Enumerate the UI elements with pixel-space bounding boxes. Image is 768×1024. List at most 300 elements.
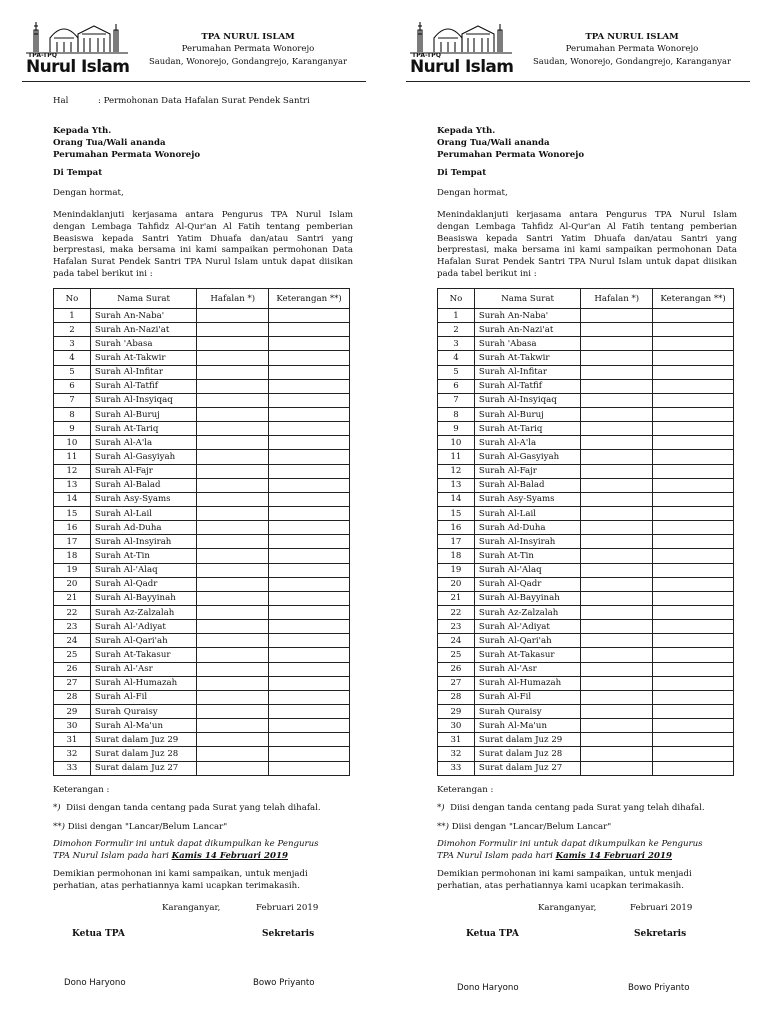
hafalan-cell[interactable] <box>197 323 269 337</box>
keterangan-cell[interactable] <box>653 648 734 662</box>
table-row <box>54 379 350 393</box>
hafalan-cell[interactable] <box>197 436 269 450</box>
submit-line2 <box>53 850 363 862</box>
table-row <box>438 761 734 775</box>
surah-name: Surat dalam Juz 27 <box>474 761 581 775</box>
keterangan-cell[interactable] <box>653 577 734 591</box>
hafalan-cell[interactable] <box>581 478 653 492</box>
surah-name: Surat dalam Juz 27 <box>90 761 197 775</box>
mosque-icon <box>408 20 514 56</box>
surah-name: Surah Az-Zalzalah <box>474 605 581 619</box>
hafalan-cell[interactable] <box>197 577 269 591</box>
keterangan-cell[interactable] <box>269 422 350 436</box>
surah-name: Surah Al-Insyiqaq <box>474 393 581 407</box>
hafalan-cell[interactable] <box>581 492 653 506</box>
row-number: 5 <box>438 365 475 379</box>
keterangan-cell[interactable] <box>269 492 350 506</box>
hafalan-cell[interactable] <box>581 605 653 619</box>
surah-name: Surah Al-Fajr <box>90 464 197 478</box>
hafalan-cell[interactable] <box>197 662 269 676</box>
name-sekretaris: Bowo Priyanto <box>628 983 690 993</box>
hafalan-cell[interactable] <box>581 719 653 733</box>
row-number: 23 <box>54 620 91 634</box>
keterangan-cell[interactable] <box>653 662 734 676</box>
letter-right <box>384 0 768 1024</box>
surah-name: Surah Al-Lail <box>474 506 581 520</box>
hafalan-cell[interactable] <box>197 309 269 323</box>
table-row <box>54 577 350 591</box>
table-row <box>54 662 350 676</box>
name-ketua: Dono Haryono <box>64 978 126 988</box>
hafalan-cell[interactable] <box>197 563 269 577</box>
hafalan-cell[interactable] <box>581 393 653 407</box>
table-row <box>54 393 350 407</box>
surah-name: Surah Al-Fajr <box>474 464 581 478</box>
role-sekretaris: Sekretaris <box>262 929 315 939</box>
surah-name: Surah An-Nazi'at <box>90 323 197 337</box>
surah-name: Surah Quraisy <box>90 704 197 718</box>
table-row <box>438 634 734 648</box>
table-row <box>54 464 350 478</box>
keterangan-cell[interactable] <box>653 393 734 407</box>
keterangan-cell[interactable] <box>653 591 734 605</box>
surah-name: Surah Quraisy <box>474 704 581 718</box>
row-number: 7 <box>438 393 475 407</box>
hafalan-cell[interactable] <box>197 422 269 436</box>
mosque-logo <box>408 20 514 78</box>
row-number: 15 <box>54 506 91 520</box>
keterangan-cell[interactable] <box>653 379 734 393</box>
table-row <box>54 704 350 718</box>
table-row <box>438 506 734 520</box>
keterangan-cell[interactable] <box>653 704 734 718</box>
row-number: 25 <box>54 648 91 662</box>
keterangan-cell[interactable] <box>269 351 350 365</box>
closing-line2: perhatian, atas perhatiannya kami ucapkan terimakasih. <box>53 881 300 891</box>
hafalan-cell[interactable] <box>197 464 269 478</box>
hafalan-cell[interactable] <box>581 662 653 676</box>
hafalan-cell[interactable] <box>581 436 653 450</box>
table-row <box>54 620 350 634</box>
body-paragraph: Menindaklanjuti kerjasama antara Pengurus TPA Nurul Islam dengan Lembaga Tahfidz Al-Qur'an Al Fatih tentang pemberian Beasiswa kepada Santri Yatim Dhuafa dan/atau Santri yang berprestasi, maka bersama ini kami sampaikan permohonan Data Hafalan Surat Pendek Santri TPA Nurul Islam untuk dapat diisikan pada tabel berikut ini : <box>437 210 737 279</box>
hafalan-cell[interactable] <box>197 549 269 563</box>
keterangan-cell[interactable] <box>269 337 350 351</box>
keterangan-cell[interactable] <box>653 521 734 535</box>
place-text: Di Tempat <box>437 168 487 178</box>
hafalan-cell[interactable] <box>581 535 653 549</box>
surah-name: Surah Al-Balad <box>90 478 197 492</box>
keterangan-cell[interactable] <box>269 379 350 393</box>
row-number: 27 <box>54 676 91 690</box>
submit-line2 <box>437 850 747 862</box>
keterangan-cell[interactable] <box>269 704 350 718</box>
table-row <box>438 549 734 563</box>
keterangan-cell[interactable] <box>653 351 734 365</box>
row-number: 4 <box>54 351 91 365</box>
keterangan-cell[interactable] <box>653 719 734 733</box>
surah-name: Surah Al-'Adiyat <box>90 620 197 634</box>
row-number: 10 <box>438 436 475 450</box>
keterangan-cell[interactable] <box>269 393 350 407</box>
hafalan-cell[interactable] <box>581 761 653 775</box>
keterangan-cell[interactable] <box>269 747 350 761</box>
hafalan-cell[interactable] <box>197 450 269 464</box>
org-name: TPA NURUL ISLAM <box>585 32 679 42</box>
sign-place: Karanganyar, <box>162 903 221 913</box>
keterangan-cell[interactable] <box>653 323 734 337</box>
table-row <box>54 634 350 648</box>
hal-value: : Permohonan Data Hafalan Surat Pendek Santri <box>98 96 310 106</box>
note-1-mark: *) <box>437 803 445 813</box>
keterangan-cell[interactable] <box>269 676 350 690</box>
table-row <box>54 478 350 492</box>
hafalan-cell[interactable] <box>197 393 269 407</box>
surah-name: Surah Al-Insyirah <box>90 535 197 549</box>
row-number: 10 <box>54 436 91 450</box>
keterangan-cell[interactable] <box>269 591 350 605</box>
row-number: 3 <box>438 337 475 351</box>
hafalan-cell[interactable] <box>581 407 653 421</box>
row-number: 28 <box>438 690 475 704</box>
surah-name: Surah Al-'Asr <box>90 662 197 676</box>
surah-name: Surah Al-'Adiyat <box>474 620 581 634</box>
keterangan-cell[interactable] <box>653 620 734 634</box>
row-number: 29 <box>438 704 475 718</box>
keterangan-cell[interactable] <box>653 747 734 761</box>
keterangan-cell[interactable] <box>653 422 734 436</box>
surah-name: Surah Az-Zalzalah <box>90 605 197 619</box>
hafalan-cell[interactable] <box>581 351 653 365</box>
keterangan-cell[interactable] <box>653 436 734 450</box>
table-row <box>438 464 734 478</box>
hafalan-cell[interactable] <box>581 577 653 591</box>
surah-name: Surah Al-Tatfif <box>474 379 581 393</box>
surah-name: Surah Al-Bayyinah <box>90 591 197 605</box>
keterangan-cell[interactable] <box>269 450 350 464</box>
hal-label: Hal <box>53 96 69 106</box>
keterangan-cell[interactable] <box>653 761 734 775</box>
keterangan-cell[interactable] <box>269 506 350 520</box>
hafalan-cell[interactable] <box>197 521 269 535</box>
surah-name: Surah Al-Infitar <box>474 365 581 379</box>
keterangan-cell[interactable] <box>653 549 734 563</box>
hafalan-cell[interactable] <box>197 733 269 747</box>
note-1-text: Diisi dengan tanda centang pada Surat yang telah dihafal. <box>450 803 705 813</box>
keterangan-cell[interactable] <box>653 563 734 577</box>
keterangan-cell[interactable] <box>269 761 350 775</box>
keterangan-cell[interactable] <box>653 365 734 379</box>
hafalan-cell[interactable] <box>581 747 653 761</box>
surah-name: Surah Al-'Alaq <box>90 563 197 577</box>
hafalan-cell[interactable] <box>197 365 269 379</box>
surah-name: Surah Asy-Syams <box>90 492 197 506</box>
recipient-line2: Orang Tua/Wali ananda <box>437 138 550 148</box>
table-row <box>54 407 350 421</box>
keterangan-cell[interactable] <box>653 464 734 478</box>
surah-name: Surah Al-Fil <box>474 690 581 704</box>
hafalan-cell[interactable] <box>581 323 653 337</box>
hafalan-cell[interactable] <box>197 634 269 648</box>
hafalan-cell[interactable] <box>581 704 653 718</box>
keterangan-cell[interactable] <box>653 506 734 520</box>
table-row <box>438 719 734 733</box>
row-number: 30 <box>438 719 475 733</box>
keterangan-cell[interactable] <box>269 634 350 648</box>
row-number: 4 <box>438 351 475 365</box>
keterangan-cell[interactable] <box>653 690 734 704</box>
table-row <box>438 309 734 323</box>
surah-name: Surah Al-'Asr <box>474 662 581 676</box>
hafalan-cell[interactable] <box>581 634 653 648</box>
row-number: 24 <box>54 634 91 648</box>
hafalan-cell[interactable] <box>197 506 269 520</box>
hafalan-cell[interactable] <box>581 309 653 323</box>
table-row <box>54 690 350 704</box>
table-row <box>438 492 734 506</box>
table-row <box>54 535 350 549</box>
row-number: 25 <box>438 648 475 662</box>
table-row <box>54 521 350 535</box>
keterangan-cell[interactable] <box>653 605 734 619</box>
hafalan-cell[interactable] <box>197 704 269 718</box>
hafalan-cell[interactable] <box>581 422 653 436</box>
hafalan-cell[interactable] <box>581 549 653 563</box>
hafalan-cell[interactable] <box>197 719 269 733</box>
hafalan-cell[interactable] <box>581 648 653 662</box>
table-row <box>438 450 734 464</box>
keterangan-cell[interactable] <box>269 478 350 492</box>
table-row <box>438 676 734 690</box>
table-row <box>54 450 350 464</box>
table-row <box>54 351 350 365</box>
keterangan-cell[interactable] <box>269 563 350 577</box>
surah-name: Surah Asy-Syams <box>474 492 581 506</box>
keterangan-cell[interactable] <box>269 690 350 704</box>
hafalan-cell[interactable] <box>197 379 269 393</box>
table-row <box>54 309 350 323</box>
table-row <box>54 549 350 563</box>
keterangan-cell[interactable] <box>269 464 350 478</box>
keterangan-cell[interactable] <box>269 733 350 747</box>
closing-line1: Demikian permohonan ini kami sampaikan, untuk menjadi <box>53 869 308 879</box>
hafalan-cell[interactable] <box>581 379 653 393</box>
table-row <box>438 535 734 549</box>
surah-name: Surah An-Naba' <box>90 309 197 323</box>
keterangan-cell[interactable] <box>269 309 350 323</box>
keterangan-cell[interactable] <box>653 492 734 506</box>
row-number: 17 <box>438 535 475 549</box>
surah-name: Surah At-Tariq <box>474 422 581 436</box>
note-2 <box>53 821 363 833</box>
surah-name: Surah An-Nazi'at <box>474 323 581 337</box>
surah-name: Surah Al-Qari'ah <box>90 634 197 648</box>
keterangan-cell[interactable] <box>269 605 350 619</box>
hafalan-cell[interactable] <box>581 365 653 379</box>
row-number: 11 <box>438 450 475 464</box>
keterangan-cell[interactable] <box>269 323 350 337</box>
row-number: 29 <box>54 704 91 718</box>
table-row <box>54 436 350 450</box>
table-row <box>54 761 350 775</box>
surah-name: Surah 'Abasa <box>90 337 197 351</box>
keterangan-cell[interactable] <box>269 549 350 563</box>
table-row <box>438 690 734 704</box>
keterangan-cell[interactable] <box>269 535 350 549</box>
keterangan-cell[interactable] <box>269 365 350 379</box>
keterangan-cell[interactable] <box>653 450 734 464</box>
header-divider <box>406 81 750 82</box>
hafalan-cell[interactable] <box>197 591 269 605</box>
hafalan-cell[interactable] <box>581 337 653 351</box>
keterangan-cell[interactable] <box>269 436 350 450</box>
keterangan-cell[interactable] <box>269 407 350 421</box>
keterangan-cell[interactable] <box>653 407 734 421</box>
keterangan-cell[interactable] <box>653 634 734 648</box>
column-header: No <box>54 289 91 309</box>
surah-name: Surah Al-Gasyiyah <box>474 450 581 464</box>
table-row <box>438 323 734 337</box>
role-ketua: Ketua TPA <box>72 929 125 939</box>
note-1-text: Diisi dengan tanda centang pada Surat yang telah dihafal. <box>66 803 321 813</box>
surah-name: Surah Al-Humazah <box>90 676 197 690</box>
row-number: 18 <box>438 549 475 563</box>
keterangan-cell[interactable] <box>269 662 350 676</box>
table-row <box>54 563 350 577</box>
table-row <box>438 648 734 662</box>
sign-date: Februari 2019 <box>256 903 319 913</box>
row-number: 26 <box>438 662 475 676</box>
hafalan-cell[interactable] <box>581 690 653 704</box>
note-2-text: Diisi dengan "Lancar/Belum Lancar" <box>67 822 228 832</box>
table-row <box>438 407 734 421</box>
greeting-text: Dengan hormat, <box>53 188 124 198</box>
hafalan-cell[interactable] <box>197 747 269 761</box>
address-line2: Saudan, Wonorejo, Gondangrejo, Karanganyar <box>149 56 347 66</box>
table-row <box>438 577 734 591</box>
address-line2: Saudan, Wonorejo, Gondangrejo, Karanganyar <box>533 56 731 66</box>
table-row <box>438 747 734 761</box>
surah-table <box>437 288 734 776</box>
hafalan-cell[interactable] <box>197 535 269 549</box>
column-header: Nama Surat <box>90 289 197 309</box>
hafalan-cell[interactable] <box>197 478 269 492</box>
sign-date: Februari 2019 <box>630 903 693 913</box>
keterangan-cell[interactable] <box>269 577 350 591</box>
table-row <box>438 365 734 379</box>
hafalan-cell[interactable] <box>581 591 653 605</box>
hafalan-cell[interactable] <box>197 690 269 704</box>
table-row <box>438 563 734 577</box>
hafalan-cell[interactable] <box>197 337 269 351</box>
keterangan-cell[interactable] <box>653 676 734 690</box>
column-header: Hafalan *) <box>581 289 653 309</box>
closing-line2: perhatian, atas perhatiannya kami ucapkan terimakasih. <box>437 881 684 891</box>
hafalan-cell[interactable] <box>197 605 269 619</box>
table-row <box>438 704 734 718</box>
surah-name: Surat dalam Juz 28 <box>90 747 197 761</box>
surah-name: Surah Ad-Duha <box>90 521 197 535</box>
keterangan-cell[interactable] <box>269 719 350 733</box>
row-number: 19 <box>54 563 91 577</box>
hafalan-cell[interactable] <box>197 407 269 421</box>
hafalan-cell[interactable] <box>197 492 269 506</box>
row-number: 9 <box>54 422 91 436</box>
hafalan-cell[interactable] <box>197 351 269 365</box>
mosque-logo <box>24 20 130 78</box>
submit-deadline: Kamis 14 Februari 2019 <box>555 851 672 861</box>
logo-brand-text: Nurul Islam <box>26 57 130 77</box>
table-row <box>438 436 734 450</box>
surah-name: Surah Al-Insyirah <box>474 535 581 549</box>
row-number: 27 <box>438 676 475 690</box>
hafalan-cell[interactable] <box>581 676 653 690</box>
table-row <box>438 379 734 393</box>
role-ketua: Ketua TPA <box>466 929 519 939</box>
column-header: Keterangan **) <box>269 289 350 309</box>
table-header-row <box>54 289 350 309</box>
row-number: 33 <box>54 761 91 775</box>
note-1 <box>53 802 363 814</box>
row-number: 5 <box>54 365 91 379</box>
row-number: 2 <box>438 323 475 337</box>
keterangan-cell[interactable] <box>653 309 734 323</box>
keterangan-cell[interactable] <box>269 648 350 662</box>
hafalan-cell[interactable] <box>581 464 653 478</box>
table-row <box>54 733 350 747</box>
keterangan-cell[interactable] <box>269 620 350 634</box>
row-number: 1 <box>54 309 91 323</box>
submit-line1: Dimohon Formulir ini untuk dapat dikumpulkan ke Pengurus <box>437 839 703 849</box>
hafalan-cell[interactable] <box>197 648 269 662</box>
keterangan-cell[interactable] <box>653 535 734 549</box>
column-header: Hafalan *) <box>197 289 269 309</box>
row-number: 6 <box>438 379 475 393</box>
header-divider <box>22 81 366 82</box>
table-row <box>438 662 734 676</box>
surah-name: Surah Al-Gasyiyah <box>90 450 197 464</box>
surah-name: Surah Al-Ma'un <box>474 719 581 733</box>
keterangan-cell[interactable] <box>269 521 350 535</box>
keterangan-cell[interactable] <box>653 478 734 492</box>
hafalan-cell[interactable] <box>581 563 653 577</box>
hafalan-cell[interactable] <box>197 620 269 634</box>
hafalan-cell[interactable] <box>197 676 269 690</box>
hafalan-cell[interactable] <box>581 521 653 535</box>
closing-line1: Demikian permohonan ini kami sampaikan, untuk menjadi <box>437 869 692 879</box>
surah-name: Surah Al-Bayyinah <box>474 591 581 605</box>
note-2-mark: **) <box>437 822 449 832</box>
table-row <box>438 422 734 436</box>
hafalan-cell[interactable] <box>581 620 653 634</box>
surah-name: Surah Al-Tatfif <box>90 379 197 393</box>
surah-name: Surah At-Tariq <box>90 422 197 436</box>
surah-name: Surah Al-Lail <box>90 506 197 520</box>
row-number: 33 <box>438 761 475 775</box>
surah-table <box>53 288 350 776</box>
table-row <box>54 422 350 436</box>
hafalan-cell[interactable] <box>581 450 653 464</box>
row-number: 16 <box>54 521 91 535</box>
hafalan-cell[interactable] <box>581 733 653 747</box>
keterangan-cell[interactable] <box>653 733 734 747</box>
hafalan-cell[interactable] <box>581 506 653 520</box>
row-number: 19 <box>438 563 475 577</box>
recipient-line3: Perumahan Permata Wonorejo <box>437 150 585 160</box>
keterangan-cell[interactable] <box>653 337 734 351</box>
surah-name: Surah Al-Fil <box>90 690 197 704</box>
column-header: Keterangan **) <box>653 289 734 309</box>
hafalan-cell[interactable] <box>197 761 269 775</box>
